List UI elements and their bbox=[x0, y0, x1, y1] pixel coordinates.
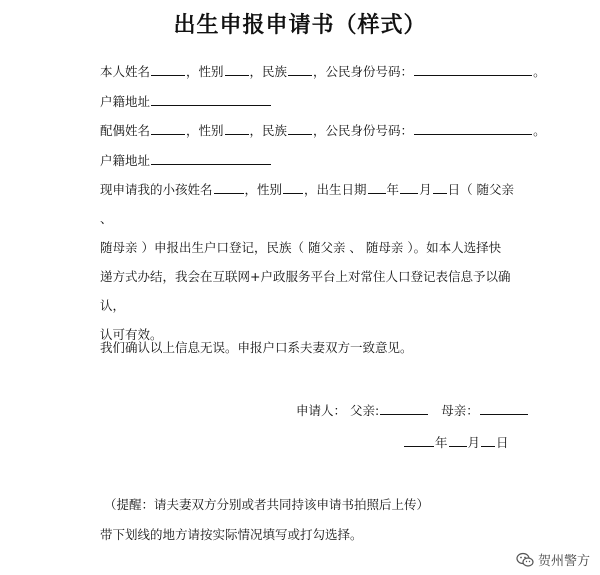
instruction-note: 带下划线的地方请按实际情况填写或打勾选择。 bbox=[100, 527, 363, 542]
sign-day-blank[interactable] bbox=[481, 433, 495, 447]
year-label: 年 bbox=[386, 182, 400, 197]
birth-year-blank[interactable] bbox=[368, 180, 386, 194]
confirm-statement: 我们确认以上信息无误。申报户口系夫妻双方一致意见。 bbox=[100, 340, 413, 355]
sign-month-label: 月 bbox=[467, 435, 481, 450]
date-line bbox=[403, 433, 509, 451]
gender-label: ，性别 bbox=[186, 64, 224, 79]
child-line-3: 递方式办结，我会在互联网+户政服务平台上对常住人口登记表信息予以确认， bbox=[100, 269, 511, 313]
birth-month-blank[interactable] bbox=[400, 180, 418, 194]
applicant-huji-line bbox=[100, 92, 272, 110]
month-label: 月 bbox=[419, 182, 432, 197]
gender-blank[interactable] bbox=[225, 62, 249, 76]
wechat-icon bbox=[516, 552, 534, 568]
id-label: ，公民身份号码： bbox=[313, 64, 414, 79]
day-label: 日（ 随父亲 、 bbox=[100, 182, 515, 226]
child-line-2: 随母亲 ）申报出生户口登记，民族（ 随父亲 、 随母亲 ）。如本人选择快 bbox=[100, 240, 502, 255]
watermark-text: 贺州警方 bbox=[537, 554, 590, 569]
spouse-huji-blank[interactable] bbox=[151, 151, 271, 165]
father-signature-blank[interactable] bbox=[380, 401, 428, 415]
watermark bbox=[516, 550, 590, 569]
sign-year-blank[interactable] bbox=[404, 433, 434, 447]
spouse-huji-label: 户籍地址 bbox=[100, 153, 151, 168]
spouse-gender-label: ，性别 bbox=[186, 123, 224, 138]
birth-date-label: ，出生日期 bbox=[304, 182, 367, 197]
mother-signature-blank[interactable] bbox=[480, 401, 528, 415]
spouse-huji-line bbox=[100, 151, 272, 169]
form-title: 出生申报申请书（样式） bbox=[173, 13, 427, 38]
line-end: 。 bbox=[533, 123, 546, 138]
spouse-ethnic-blank[interactable] bbox=[288, 121, 312, 135]
child-gender-blank[interactable] bbox=[283, 180, 303, 194]
name-blank[interactable] bbox=[151, 62, 185, 76]
child-paragraph bbox=[100, 175, 520, 349]
applicant-info-line bbox=[100, 62, 546, 80]
child-gender-label: ，性别 bbox=[244, 182, 283, 197]
spouse-id-label: ，公民身份号码： bbox=[313, 123, 414, 138]
name-label: 本人姓名 bbox=[100, 64, 151, 79]
child-line-4: 认可有效。 bbox=[100, 327, 163, 342]
sign-month-blank[interactable] bbox=[449, 433, 467, 447]
applicant-label: 申请人： 父亲: bbox=[296, 403, 380, 418]
spouse-name-label: 配偶姓名 bbox=[100, 123, 151, 138]
huji-blank[interactable] bbox=[151, 92, 271, 106]
spouse-ethnic-label: ，民族 bbox=[249, 123, 288, 138]
huji-label: 户籍地址 bbox=[100, 94, 151, 109]
sign-day-label: 日 bbox=[496, 435, 509, 450]
line-end: 。 bbox=[533, 64, 546, 79]
id-number-blank[interactable] bbox=[414, 62, 532, 76]
child-line-1 bbox=[100, 175, 520, 233]
reminder-note: （提醒：请夫妻双方分别或者共同持该申请书拍照后上传） bbox=[104, 497, 430, 512]
spouse-id-blank[interactable] bbox=[414, 121, 532, 135]
child-name-blank[interactable] bbox=[214, 180, 244, 194]
child-name-label: 现申请我的小孩姓名 bbox=[100, 182, 213, 197]
sign-year-label: 年 bbox=[435, 435, 448, 450]
spouse-name-blank[interactable] bbox=[151, 121, 185, 135]
mother-label: 母亲： bbox=[441, 403, 479, 418]
ethnic-blank[interactable] bbox=[288, 62, 312, 76]
birth-day-blank[interactable] bbox=[433, 180, 447, 194]
ethnic-label: ，民族 bbox=[249, 64, 288, 79]
spouse-info-line bbox=[100, 121, 546, 139]
spouse-gender-blank[interactable] bbox=[225, 121, 249, 135]
signature-line bbox=[296, 401, 529, 419]
